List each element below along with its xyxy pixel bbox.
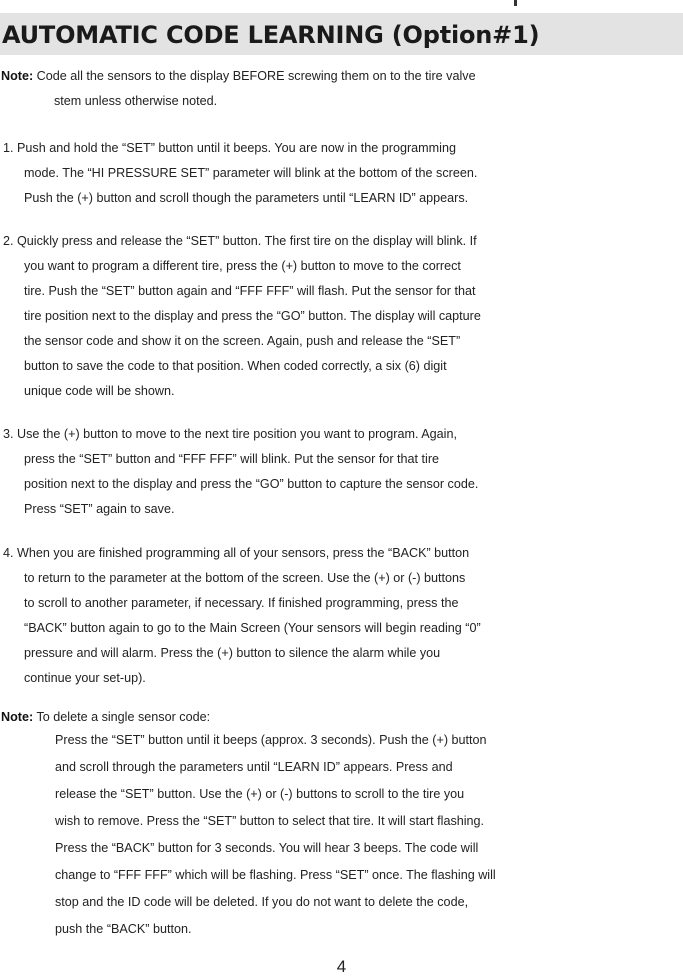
step-2 <box>0 229 683 404</box>
note-delete-body-line-4: wish to remove. Press the “SET” button to select that tire. It will start flashing. <box>55 814 485 828</box>
step-4-line-2: to return to the parameter at the bottom of the screen. Use the (+) or (-) buttons <box>24 571 466 585</box>
step-2-line-5: the sensor code and show it on the screen. Again, push and release the “SET” <box>24 334 461 348</box>
step-4-line-3: to scroll to another parameter, if necessary. If finished programming, press the <box>24 596 459 610</box>
step-2-line-6: button to save the code to that position. When coded correctly, a six (6) digit <box>24 359 447 373</box>
step-2-line-4: tire position next to the display and press the “GO” button. The display will capture <box>24 309 481 323</box>
step-3-line-4: Press “SET” again to save. <box>24 502 175 516</box>
note-delete-body-line-7: stop and the ID code will be deleted. If you do not want to delete the code, <box>55 895 469 909</box>
note-intro-line-1 <box>0 64 683 89</box>
step-3 <box>0 422 683 522</box>
step-2-line-1: 2. Quickly press and release the “SET” button. The first tire on the display will blink. If <box>3 234 477 248</box>
step-4-line-4: “BACK” button again to go to the Main Screen (Your sensors will begin reading “0” <box>24 621 481 635</box>
step-2-line-3: tire. Push the “SET” button again and “FFF FFF” will flash. Put the sensor for that <box>24 284 476 298</box>
note-delete-heading: To delete a single sensor code: <box>33 710 211 724</box>
note-delete-body-line-8: push the “BACK” button. <box>55 922 192 936</box>
step-1-line-2: mode. The “HI PRESSURE SET” parameter will blink at the bottom of the screen. <box>24 166 478 180</box>
step-1-line-3: Push the (+) button and scroll though the parameters until “LEARN ID” appears. <box>24 191 469 205</box>
note-delete-body <box>0 727 683 943</box>
note-delete-body-line-1: Press the “SET” button until it beeps (approx. 3 seconds). Push the (+) button <box>55 733 487 747</box>
note-label: Note: <box>1 69 34 83</box>
step-3-line-1: 3. Use the (+) button to move to the next tire position you want to program. Again, <box>3 427 457 441</box>
step-2-line-7: unique code will be shown. <box>24 384 175 398</box>
note-delete-body-line-3: release the “SET” button. Use the (+) or (-) buttons to scroll to the tire you <box>55 787 465 801</box>
step-4-line-5: pressure and will alarm. Press the (+) button to silence the alarm while you <box>24 646 441 660</box>
note-delete-body-line-6: change to “FFF FFF” which will be flashing. Press “SET” once. The flashing will <box>55 868 496 882</box>
step-1-line-1: 1. Push and hold the “SET” button until it beeps. You are now in the programming <box>3 141 456 155</box>
note-delete-label: Note: <box>1 710 34 724</box>
step-3-line-3: position next to the display and press the “GO” button to capture the sensor code. <box>24 477 479 491</box>
note-intro <box>0 64 683 114</box>
step-4 <box>0 541 683 691</box>
note-intro-text-1: Code all the sensors to the display BEFORE screwing them on to the tire valve <box>33 69 476 83</box>
note-delete-body-line-2: and scroll through the parameters until “LEARN ID” appears. Press and <box>55 760 453 774</box>
step-1 <box>0 136 683 211</box>
note-intro-line-2: stem unless otherwise noted. <box>54 94 218 108</box>
step-2-line-2: you want to program a different tire, press the (+) button to move to the correct <box>24 259 461 273</box>
step-4-line-6: continue your set-up). <box>24 671 146 685</box>
section-title: AUTOMATIC CODE LEARNING (Option#1) <box>2 21 540 49</box>
note-delete-body-line-5: Press the “BACK” button for 3 seconds. You will hear 3 beeps. The code will <box>55 841 479 855</box>
step-3-line-2: press the “SET” button and “FFF FFF” will blink. Put the sensor for that tire <box>24 452 440 466</box>
step-4-line-1: 4. When you are finished programming all of your sensors, press the “BACK” button <box>3 546 470 560</box>
top-edge-mark <box>514 0 517 6</box>
page-number: 4 <box>336 957 347 976</box>
